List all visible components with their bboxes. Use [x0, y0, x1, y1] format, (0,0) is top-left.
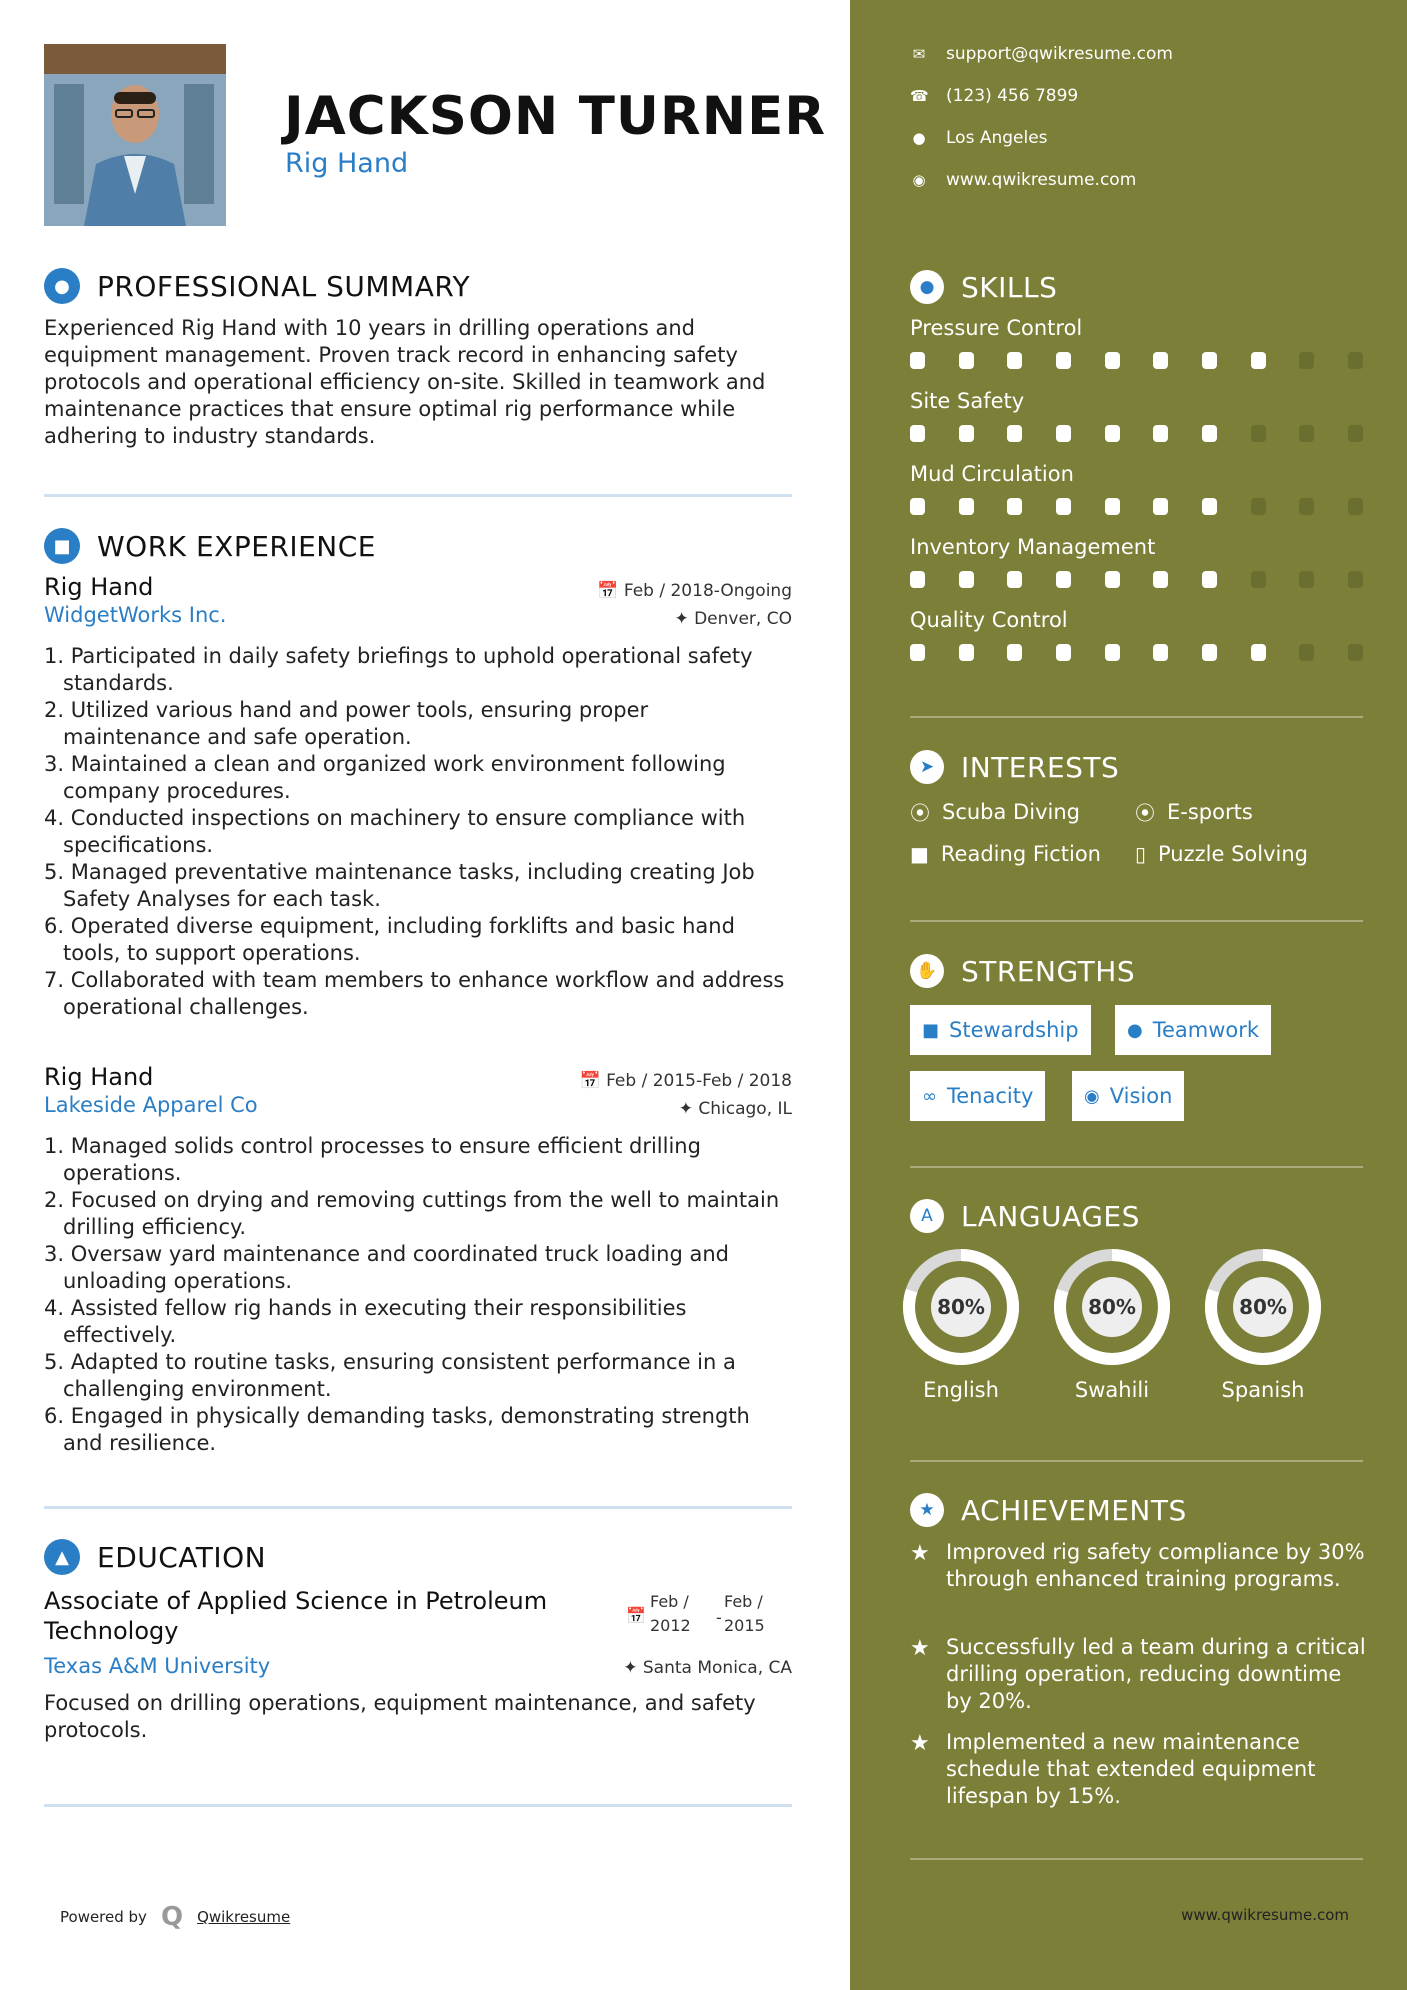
language-item [1051, 1246, 1173, 1402]
skill-dot [1348, 571, 1363, 588]
skill-dot [910, 425, 925, 442]
list-item: 7. Collaborated with team members to enhance workflow and address operational challenges. [44, 968, 785, 1019]
divider [910, 1858, 1363, 1860]
skill-dot [1299, 498, 1314, 515]
skill-dot [959, 644, 974, 661]
skill-dot [1251, 352, 1266, 369]
qwikresume-logo-icon: Q [160, 1902, 184, 1932]
skill-dot [1202, 571, 1217, 588]
skill-dot [1153, 425, 1168, 442]
briefcase-icon: ■ [44, 528, 80, 564]
skill-level-meter [910, 498, 1363, 515]
skill-level-meter [910, 425, 1363, 442]
achievement-item: ★ Improved rig safety compliance by 30% through enhanced training programs. [910, 1540, 1365, 1591]
summary-heading [44, 268, 470, 304]
degree-title: Associate of Applied Science in Petroleum Technology [44, 1587, 548, 1645]
footer-url[interactable]: www.qwikresume.com [1181, 1906, 1349, 1924]
skill-dot [959, 425, 974, 442]
skill-level-meter [910, 571, 1363, 588]
link-icon: ∞ [922, 1085, 937, 1107]
summary-heading-text: PROFESSIONAL SUMMARY [97, 269, 471, 303]
paper-plane-icon: ➤ [910, 750, 944, 784]
main-column: JACKSON TURNER Rig Hand ● PROFESSIONAL SUMMARY Experienced Rig Hand with 10 years in drilling operations and equipment management. Proven track record in enhancing safety protocols and operational efficiency on-site. Skilled in teamwork and maintenance practices that ensure optimal rig performance while adhering to industry standards. ■ WORK EXPERIENCE Rig Hand 📅 Feb / 2018-Ongoing WidgetWorks Inc. ✦ Denver, CO 1. Participated in daily safety briefings to uphold operational safety standards. 2. Utilized various hand and power tools, ensuring proper maintenance and safe operation. 3. Maintained a clean and organized work environment following company procedures. 4. Conducted inspections on machinery to ensure compliance with specifications. 5. Managed preventative maintenance tasks, including creating Job Safety Analyses for each task. 6. Operated diverse equipment, including forklifts and basic hand tools, to support operations. 7. Collaborated with team members to enhance workflow and address operational challenges. Rig Hand 📅 Feb / 2015-Feb / 2018 Lakeside Apparel Co ✦ Chicago, IL 1. Managed solids control processes to ensure efficient drilling operations. 2. Focused on drying and removing cuttings from the well to maintain drilling efficiency. 3. Oversaw yard maintenance and coordinated truck loading and unloading operations. 4. Assisted fellow rig hands in executing their responsibilities effectively. 5. Adapted to routine tasks, ensuring consistent performance in a challenging environment. 6. Engaged in physically demanding tasks, demonstrating strength and resilience. ▲ EDUCATION Associate of Applied Science in Petroleum Technology 📅 Feb / 2012 - Feb / 2015 Texas A&M University ✦ Santa Monica, CA Focused on drilling operations, equipment maintenance, and safety protocols. Powered by Q Qwikresume [0, 0, 850, 1990]
life-ring-icon: ⦿ [1135, 801, 1155, 825]
skill-dot [1202, 498, 1217, 515]
experience-heading [44, 528, 376, 564]
sidebar [850, 0, 1407, 1990]
pin-icon: ✦ [674, 609, 689, 629]
fist-icon: ✋ [910, 954, 944, 988]
skill-dot [910, 498, 925, 515]
skill-dot [1153, 498, 1168, 515]
interest-item: ■ Reading Fiction [910, 842, 1101, 866]
pin-icon: ✦ [678, 1099, 693, 1119]
profile-photo [44, 44, 226, 226]
skill-dot [1299, 425, 1314, 442]
skill-dot [1007, 571, 1022, 588]
list-item: 5. Adapted to routine tasks, ensuring consistent performance in a challenging environment. [44, 1350, 736, 1401]
skill-dot [1007, 644, 1022, 661]
skill-dot [1348, 425, 1363, 442]
strength-badge: ■ Stewardship [910, 1005, 1091, 1055]
star-icon: ★ [910, 1541, 930, 1566]
job-date: 📅 Feb / 2015-Feb / 2018 [579, 1071, 792, 1091]
skill-dot [1056, 571, 1071, 588]
skill-dot [1251, 425, 1266, 442]
skill-dot [1251, 571, 1266, 588]
contact-location: ● Los Angeles [910, 128, 1048, 148]
strengths-heading: ✋ STRENGTHS [910, 954, 1135, 988]
skill-dot [1348, 352, 1363, 369]
graduate-icon: ▲ [44, 1539, 80, 1575]
contact-email[interactable]: ✉ support@qwikresume.com [910, 44, 1173, 64]
interest-item: ⦿ E-sports [1135, 797, 1253, 826]
skill-dot [1202, 352, 1217, 369]
strength-badge: ● Teamwork [1115, 1005, 1271, 1055]
summary-text: Experienced Rig Hand with 10 years in drilling operations and equipment management. Proven track record in enhancing safety protocols and operational efficiency on-site. Skilled in teamwork and maintenance practices that ensure optimal rig performance while adhering to industry standards. [44, 316, 766, 448]
book-icon: ▯ [1135, 842, 1147, 866]
skill-dot [1105, 571, 1120, 588]
list-item: 2. Focused on drying and removing cuttings from the well to maintain drilling efficiency. [44, 1188, 780, 1239]
school-name: Texas A&M University [44, 1654, 271, 1678]
skill-name: Inventory Management [910, 535, 1156, 559]
divider [910, 920, 1363, 922]
profile-photo-image [44, 44, 226, 226]
language-ring [1202, 1246, 1324, 1368]
user-icon: ● [44, 268, 80, 304]
skill-dot [959, 498, 974, 515]
school-location: ✦ Santa Monica, CA [623, 1658, 792, 1678]
experience-heading-text: WORK EXPERIENCE [97, 529, 376, 563]
divider [44, 1804, 792, 1807]
skill-dot [1105, 352, 1120, 369]
candidate-name: JACKSON TURNER [284, 86, 827, 147]
language-percent: 80% [1088, 1295, 1136, 1319]
divider [44, 494, 792, 497]
skill-dot [1007, 352, 1022, 369]
skill-dot [1251, 498, 1266, 515]
contact-phone[interactable]: ☎ (123) 456 7899 [910, 86, 1079, 106]
list-item: 1. Managed solids control processes to ensure efficient drilling operations. [44, 1134, 701, 1185]
skill-dot [1007, 498, 1022, 515]
job-duties [44, 1133, 792, 1457]
skill-dot [1251, 644, 1266, 661]
language-item [1202, 1246, 1324, 1402]
lightbulb-icon: ● [910, 270, 944, 304]
skill-dot [1105, 425, 1120, 442]
gamepad-icon: ■ [910, 842, 929, 866]
job-title: Rig Hand [44, 573, 154, 601]
skill-dot [1202, 644, 1217, 661]
job-location: ✦ Denver, CO [674, 609, 792, 629]
star-badge-icon: ★ [910, 1493, 944, 1527]
achievement-item: ★ Successfully led a team during a critical drilling operation, reducing downtime by 20%. [910, 1635, 1366, 1713]
skill-dot [910, 644, 925, 661]
translate-icon: A [910, 1199, 944, 1233]
phone-icon: ☎ [910, 87, 929, 105]
education-heading [44, 1539, 266, 1575]
strength-badge: ◉ Vision [1072, 1071, 1184, 1121]
skill-dot [1202, 425, 1217, 442]
skill-dot [1105, 644, 1120, 661]
language-percent: 80% [937, 1295, 985, 1319]
skill-dot [1056, 644, 1071, 661]
languages-heading: A LANGUAGES [910, 1199, 1140, 1233]
skill-dot [1056, 498, 1071, 515]
calendar-icon: 📅 [579, 1071, 601, 1091]
calendar-icon: 📅 [626, 1606, 646, 1625]
skill-dot [959, 571, 974, 588]
job-date: 📅 Feb / 2018-Ongoing [597, 581, 792, 601]
skill-dot [1153, 571, 1168, 588]
skill-name: Mud Circulation [910, 462, 1074, 486]
briefcase-icon: ■ [922, 1019, 940, 1041]
pin-icon: ✦ [623, 1658, 638, 1678]
skill-dot [1105, 498, 1120, 515]
language-ring [900, 1246, 1022, 1368]
globe-icon: ◉ [912, 171, 926, 189]
list-item: 6. Operated diverse equipment, including forklifts and basic hand tools, to support operations. [44, 914, 735, 965]
education-description: Focused on drilling operations, equipment maintenance, and safety protocols. [44, 1691, 756, 1742]
job-company: WidgetWorks Inc. [44, 603, 227, 627]
skill-dot [1348, 644, 1363, 661]
achievement-item: ★ Implemented a new maintenance schedule that extended equipment lifespan by 15%. [910, 1730, 1316, 1808]
star-icon: ★ [910, 1731, 930, 1756]
divider [910, 1460, 1363, 1462]
skill-dot [1153, 352, 1168, 369]
list-item: 4. Assisted fellow rig hands in executing their responsibilities effectively. [44, 1296, 687, 1347]
job-entry [44, 573, 792, 1021]
list-item: 3. Maintained a clean and organized work environment following company procedures. [44, 752, 726, 803]
skill-dot [1348, 498, 1363, 515]
skill-dot [1299, 571, 1314, 588]
skill-dot [1056, 425, 1071, 442]
life-ring-icon: ⦿ [910, 801, 930, 825]
list-item: 1. Participated in daily safety briefings to uphold operational safety standards. [44, 644, 753, 695]
skill-dot [1007, 425, 1022, 442]
job-location: ✦ Chicago, IL [678, 1099, 792, 1119]
skill-level-meter [910, 644, 1363, 661]
list-item: 3. Oversaw yard maintenance and coordinated truck loading and unloading operations. [44, 1242, 729, 1293]
job-duties [44, 643, 792, 1021]
achievements-heading: ★ ACHIEVEMENTS [910, 1493, 1187, 1527]
list-item: 4. Conducted inspections on machinery to ensure compliance with specifications. [44, 806, 746, 857]
envelope-icon: ✉ [912, 45, 926, 63]
language-name: Spanish [1221, 1378, 1305, 1402]
strength-badge: ∞ Tenacity [910, 1071, 1045, 1121]
job-entry [44, 1063, 792, 1457]
education-heading-text: EDUCATION [97, 1540, 267, 1574]
interest-item: ▯ Puzzle Solving [1135, 842, 1309, 866]
language-name: English [923, 1378, 999, 1402]
job-title: Rig Hand [44, 1063, 154, 1091]
location-pin-icon: ● [912, 129, 926, 147]
list-item: 5. Managed preventative maintenance tasks, including creating Job Safety Analyses for each task. [44, 860, 755, 911]
interest-item: ⦿ Scuba Diving [910, 797, 1080, 826]
brand-link[interactable]: Qwikresume [197, 1908, 291, 1926]
divider [910, 1166, 1363, 1168]
list-item: 6. Engaged in physically demanding tasks, demonstrating strength and resilience. [44, 1404, 750, 1455]
divider [44, 1506, 792, 1509]
powered-by: Powered by Q Qwikresume [60, 1902, 291, 1932]
skill-dot [959, 352, 974, 369]
language-percent: 80% [1239, 1295, 1287, 1319]
language-name: Swahili [1074, 1378, 1150, 1402]
skill-dot [1299, 644, 1314, 661]
skill-dot [1299, 352, 1314, 369]
skill-level-meter [910, 352, 1363, 369]
job-company: Lakeside Apparel Co [44, 1093, 258, 1117]
binoculars-icon: ◉ [1084, 1085, 1100, 1107]
contact-website[interactable]: ◉ www.qwikresume.com [910, 170, 1136, 190]
language-item [900, 1246, 1022, 1402]
skill-name: Pressure Control [910, 316, 1083, 340]
skill-name: Quality Control [910, 608, 1068, 632]
skill-dot [910, 352, 925, 369]
language-ring [1051, 1246, 1173, 1368]
interests-heading: ➤ INTERESTS [910, 750, 1119, 784]
skill-dot [910, 571, 925, 588]
skills-heading: ● SKILLS [910, 270, 1057, 304]
skill-name: Site Safety [910, 389, 1025, 413]
calendar-icon: 📅 [597, 581, 619, 601]
users-icon: ● [1127, 1019, 1143, 1041]
list-item: 2. Utilized various hand and power tools, ensuring proper maintenance and safe operation. [44, 698, 649, 749]
divider [910, 716, 1363, 718]
candidate-title: Rig Hand [285, 148, 409, 179]
skill-dot [1056, 352, 1071, 369]
skill-dot [1153, 644, 1168, 661]
star-icon: ★ [910, 1636, 930, 1661]
